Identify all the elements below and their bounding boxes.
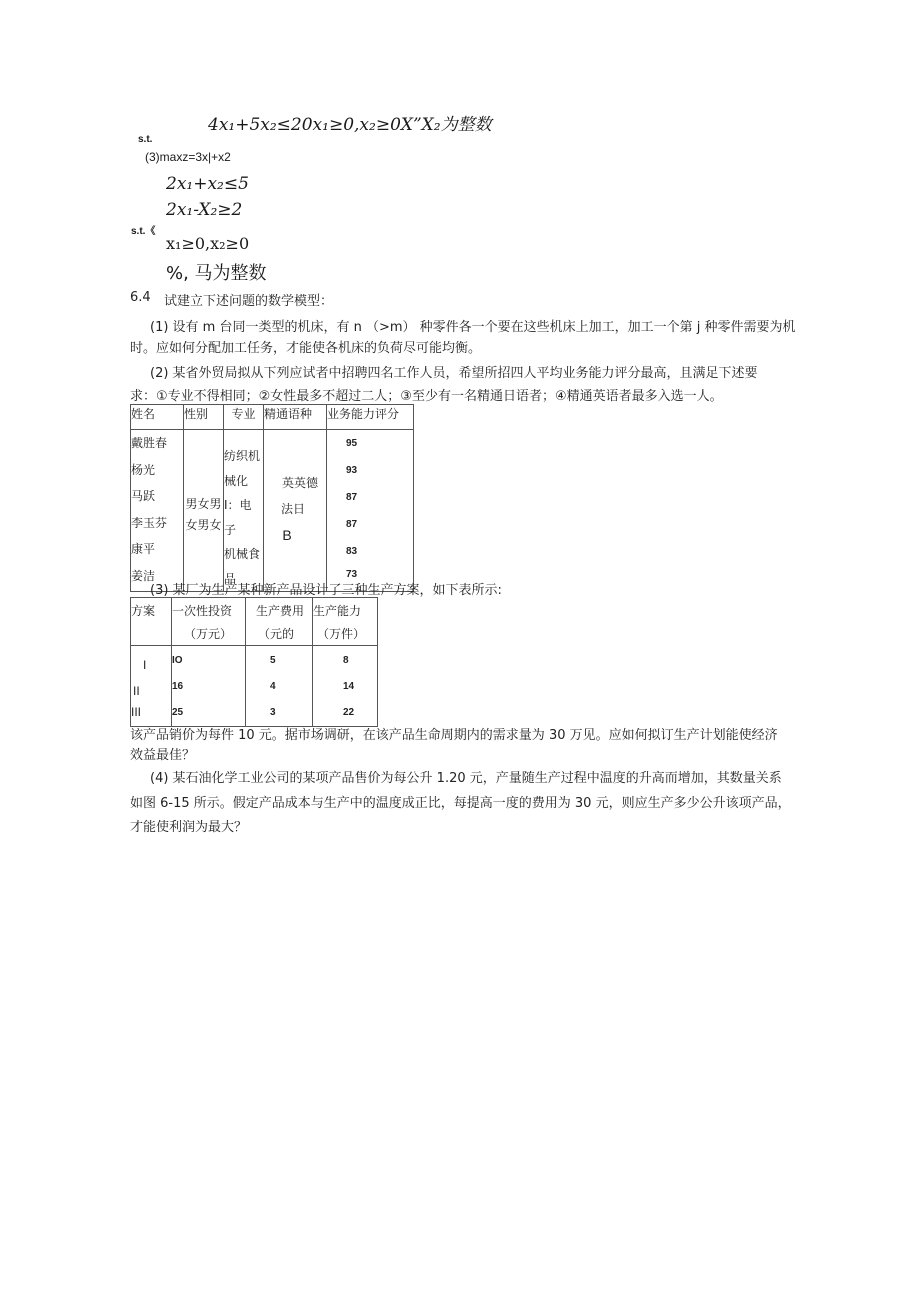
language-line: 英英德 xyxy=(281,476,318,490)
major-cell xyxy=(224,430,264,592)
candidate-name: 杨光 xyxy=(131,462,156,477)
investment-cell xyxy=(172,646,246,727)
header-plan xyxy=(131,598,172,646)
gender-cell xyxy=(184,430,224,592)
candidates-table xyxy=(130,404,414,592)
score-value: 93 xyxy=(346,465,358,476)
candidate-name: 李玉芬 xyxy=(131,515,168,530)
header-cost-label: 生产费用 xyxy=(256,604,305,618)
header-language: 精通语种 xyxy=(264,405,327,430)
investment-value: IO xyxy=(172,655,183,666)
problem-2-line-1: (2) 某省外贸局拟从下列应试者中招聘四名工作人员，希望所招四人平均业务能力评分最高，且满足下述要 xyxy=(150,366,758,381)
plan-label: I xyxy=(143,658,147,672)
capacity-cell xyxy=(313,646,378,727)
st-label-2: s.t.《 xyxy=(131,226,156,237)
problem-4-line-2: 如图 6-15 所示。假定产品成本与生产中的温度成正比，每提高一度的费用为 30 元，则应生产多少公升该项产品， xyxy=(130,796,791,811)
score-value: 73 xyxy=(346,569,358,580)
scores-cell xyxy=(327,430,414,592)
names-cell xyxy=(131,430,184,592)
gender-line: 女男女 xyxy=(185,517,222,532)
score-value: 83 xyxy=(346,546,358,557)
table-header-row xyxy=(131,598,378,646)
constraint-line-1: 4x₁+5x₂≤20x₁≥0,x₂≥0X”X₂为整数 xyxy=(208,115,492,135)
candidate-name: 姜洁 xyxy=(131,568,156,583)
plan-label: III xyxy=(131,705,142,719)
cost-value: 4 xyxy=(270,681,276,692)
problem-1-line-2: 时。应如何分配加工任务，才能使各机床的负荷尽可能均衡。 xyxy=(130,341,482,356)
header-capacity-label: 生产能力 xyxy=(313,604,362,618)
section-number: 6.4 xyxy=(130,290,151,305)
constraint-c1: 2x₁+x₂≤5 xyxy=(166,174,249,194)
header-major: 专业 xyxy=(224,405,264,430)
problem-3-tail-line-1: 该产品销价为每件 10 元。据市场调研，在该产品生命周期内的需求量为 30 万见。应如何拟订生产计划能使经济 xyxy=(130,728,778,743)
st-label-1: s.t. xyxy=(138,134,153,145)
problem-3-tail-line-2: 效益最佳？ xyxy=(130,748,196,763)
language-cell xyxy=(264,430,327,592)
problem-3-line: (3) 某厂为生产某种新产品设计了三种生产方案，如下表所示: xyxy=(150,583,502,598)
header-cost-unit: （元的 xyxy=(258,627,295,641)
header-gender: 性别 xyxy=(184,405,224,430)
table-row xyxy=(131,430,414,592)
capacity-value: 8 xyxy=(343,655,349,666)
objective-line: (3)maxz=3x|+x2 xyxy=(145,150,231,164)
major-line: 纺织机 xyxy=(224,449,261,463)
problem-4-line-3: 才能使利润为最大？ xyxy=(130,820,248,835)
major-line: 机械食 xyxy=(224,547,261,561)
investment-value: 25 xyxy=(172,707,184,718)
major-line: I：电子 xyxy=(224,498,252,537)
score-value: 87 xyxy=(346,519,358,530)
candidate-name: 马跃 xyxy=(131,489,156,503)
candidate-name: 戴胜春 xyxy=(131,436,168,450)
table-header-row xyxy=(131,405,414,430)
table-row xyxy=(131,646,378,727)
investment-value: 16 xyxy=(172,681,184,692)
plan-cell xyxy=(131,646,172,727)
candidate-name: 康平 xyxy=(131,542,156,556)
capacity-value: 14 xyxy=(343,681,355,692)
plans-table xyxy=(130,597,378,727)
header-investment-label: 一次性投资 xyxy=(172,604,233,618)
major-line: 品 xyxy=(224,571,237,586)
header-investment-unit: （万元） xyxy=(184,627,233,641)
header-name: 姓名 xyxy=(131,405,184,430)
major-line: 械化 xyxy=(224,473,249,488)
problem-4-line-1: (4) 某石油化学工业公司的某项产品售价为每公升 1.20 元，产量随生产过程中温度的升高而增加，其数量关系 xyxy=(150,771,782,786)
score-value: 95 xyxy=(346,438,358,449)
score-value: 87 xyxy=(346,492,358,503)
constraint-c3: x₁≥0,x₂≥0 xyxy=(166,234,250,253)
language-line: 法日 xyxy=(280,502,305,516)
header-cost xyxy=(246,598,313,646)
language-line: B xyxy=(282,527,292,543)
plan-label: II xyxy=(133,684,140,698)
cost-cell xyxy=(246,646,313,727)
cost-value: 5 xyxy=(270,655,276,666)
header-investment xyxy=(172,598,246,646)
header-capacity-unit: （万件） xyxy=(317,627,366,641)
constraint-c2: 2x₁-X₂≥2 xyxy=(166,200,243,220)
constraint-c4: %, 马为整数 xyxy=(166,263,267,284)
section-title: 试建立下述问题的数学模型： xyxy=(164,294,334,309)
problem-1-line-1: (1) 设有 m 台同一类型的机床，有 n （>m） 种零件各一个要在这些机床上加工，加工一个第 j 种零件需要为机 xyxy=(150,320,796,335)
capacity-value: 22 xyxy=(343,707,355,718)
header-capacity xyxy=(313,598,378,646)
problem-2-line-2: 求：①专业不得相同；②女性最多不超过二人；③至少有一名精通日语者；④精通英语者最多入选一人。 xyxy=(130,389,723,404)
header-plan-label: 方案 xyxy=(131,604,156,618)
gender-line: 男女男 xyxy=(185,496,222,511)
header-score: 业务能力评分 xyxy=(327,405,414,430)
cost-value: 3 xyxy=(270,707,276,718)
